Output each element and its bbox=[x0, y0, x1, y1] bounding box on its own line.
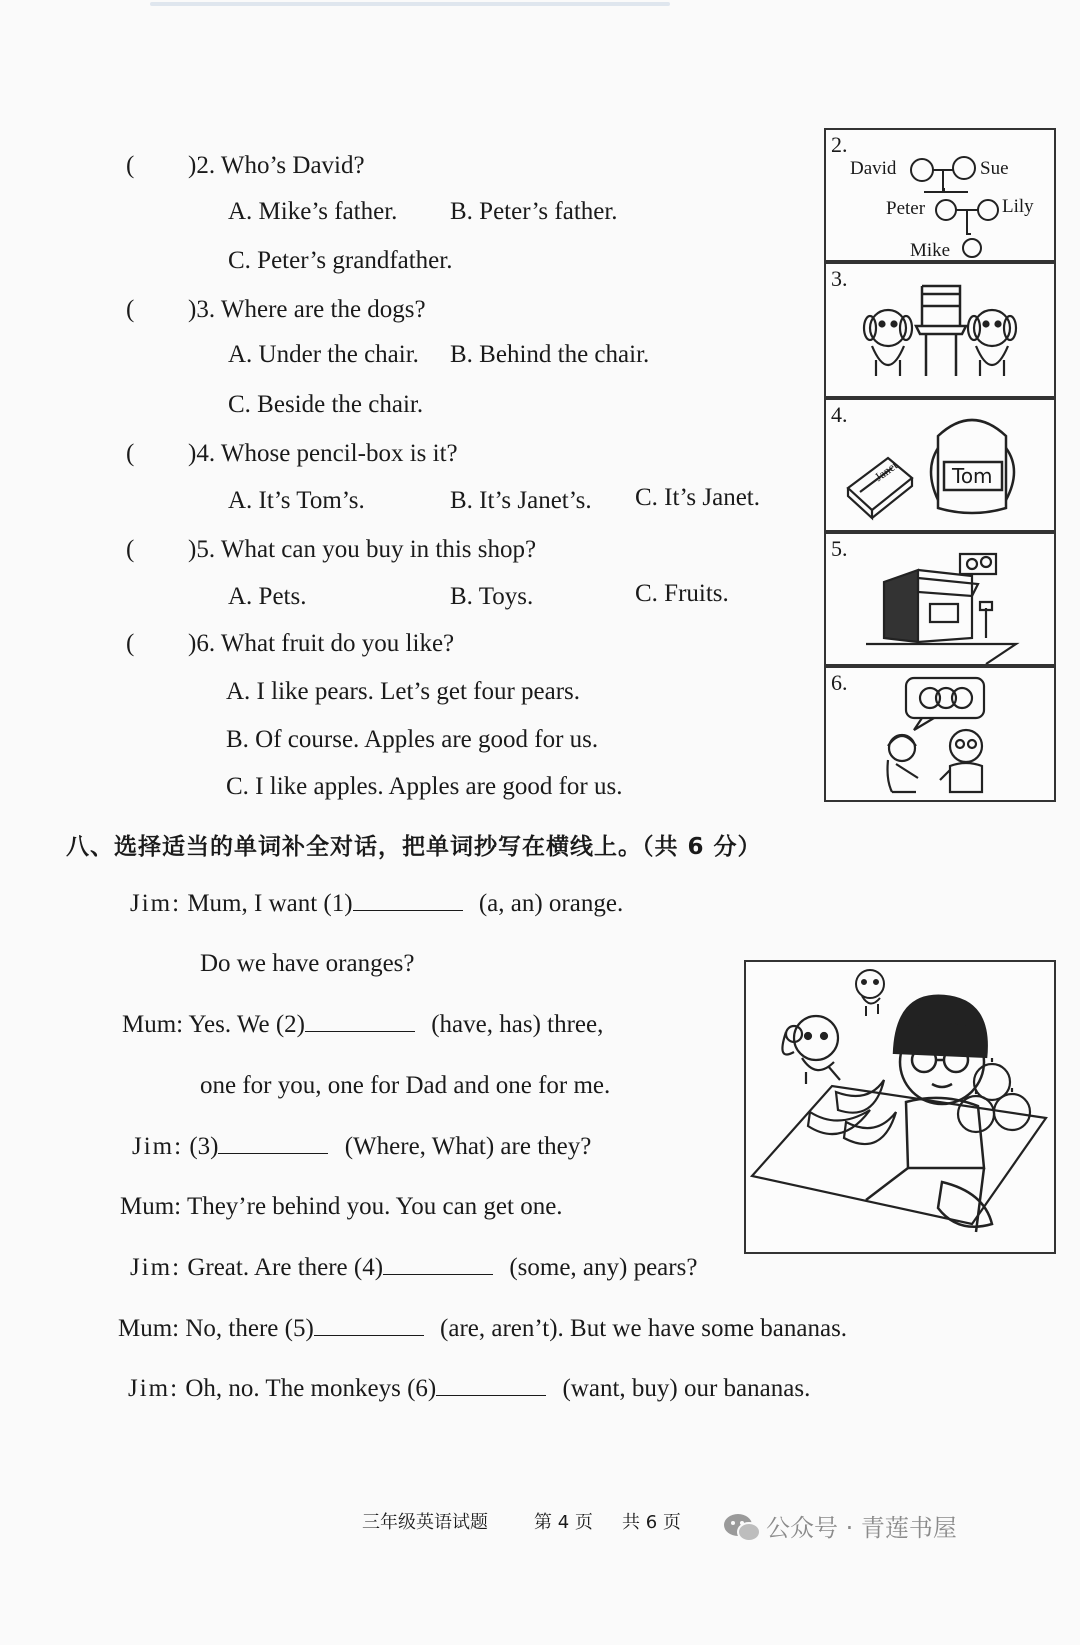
line-text: They’re behind you. You can get one. bbox=[186, 1193, 563, 1220]
panel-family-tree bbox=[824, 128, 1056, 262]
mother-face-icon bbox=[978, 200, 998, 220]
footer-subject: 三年级英语试题 bbox=[362, 1512, 488, 1533]
pet-shop-icon bbox=[866, 554, 1016, 664]
speech-bubble-icon bbox=[906, 678, 984, 730]
answer-bracket[interactable]: ( bbox=[126, 536, 135, 563]
watermark-text: 公众号 · 青莲书屋 bbox=[766, 1514, 957, 1542]
speaker: Mum: bbox=[118, 1315, 180, 1342]
boy-with-glasses-icon bbox=[866, 996, 992, 1232]
panel-shop bbox=[824, 532, 1056, 666]
line-text: Great. Are there (4) bbox=[187, 1254, 384, 1281]
option-a: A. Mike’s father. bbox=[228, 198, 398, 225]
line-text: Oh, no. The monkeys (6) bbox=[185, 1375, 437, 1402]
option-b: B. It’s Janet’s. bbox=[450, 487, 592, 514]
answer-blank-2[interactable] bbox=[305, 1011, 415, 1032]
option-a: A. Pets. bbox=[228, 583, 307, 610]
boy-icon bbox=[940, 730, 982, 792]
label-mike: Mike bbox=[910, 240, 951, 261]
section-8-title: 八、选择适当的单词补全对话，把单词抄写在横线上。（共 6 分） bbox=[66, 834, 762, 860]
option-c: C. Fruits. bbox=[635, 580, 729, 607]
answer-blank-6[interactable] bbox=[436, 1375, 546, 1396]
tree-connector-2 bbox=[956, 210, 978, 234]
label-janet: Janet bbox=[871, 458, 901, 485]
father-face-icon bbox=[936, 200, 956, 220]
question-stem: )6. What fruit do you like? bbox=[188, 630, 455, 657]
option-b: B. Peter’s father. bbox=[450, 198, 618, 225]
dialogue-line-8 bbox=[118, 1315, 847, 1343]
panel-fruit-talk bbox=[824, 666, 1056, 802]
speaker: Jim: bbox=[130, 890, 182, 917]
choice-hint: (have, has) three, bbox=[431, 1011, 604, 1038]
question-stem: )2. Who’s David? bbox=[188, 152, 365, 179]
fruit-talk-drawing bbox=[826, 668, 1054, 800]
picnic-illustration bbox=[744, 960, 1056, 1254]
picnic-cloth bbox=[752, 1086, 1046, 1224]
answer-blank-1[interactable] bbox=[353, 890, 463, 911]
question-stem: )5. What can you buy in this shop? bbox=[188, 536, 537, 563]
answer-blank-5[interactable] bbox=[314, 1315, 424, 1336]
dialogue-line-3 bbox=[122, 1011, 603, 1039]
speaker: Jim: bbox=[128, 1375, 180, 1402]
dialogue-line-7 bbox=[130, 1254, 697, 1282]
option-a: A. It’s Tom’s. bbox=[228, 487, 365, 514]
option-b: B. Behind the chair. bbox=[450, 341, 650, 368]
line-text: (3) bbox=[189, 1133, 219, 1160]
speaker: Mum: bbox=[120, 1193, 182, 1220]
panel-number: 2. bbox=[831, 132, 848, 157]
label-sue: Sue bbox=[980, 158, 1009, 179]
dialogue-line-5 bbox=[132, 1133, 591, 1161]
choice-hint: (some, any) pears? bbox=[509, 1254, 698, 1281]
grandma-face-icon bbox=[953, 157, 975, 179]
line-text: Yes. We (2) bbox=[188, 1011, 305, 1038]
footer-page: 第 4 页 bbox=[534, 1512, 593, 1533]
option-c: C. Peter’s grandfather. bbox=[228, 247, 453, 274]
wechat-icon bbox=[722, 1510, 762, 1549]
choice-hint: (Where, What) are they? bbox=[344, 1133, 592, 1160]
dialogue-line-9 bbox=[128, 1375, 810, 1403]
answer-bracket[interactable]: ( bbox=[126, 152, 135, 179]
panel-dogs-chair bbox=[824, 262, 1056, 398]
panel-pencilbox-bag bbox=[824, 398, 1056, 532]
choice-hint: (are, aren’t). But we have some bananas. bbox=[440, 1315, 848, 1342]
answer-bracket[interactable]: ( bbox=[126, 296, 135, 323]
shop-drawing bbox=[826, 534, 1054, 664]
dogs-chair-drawing bbox=[826, 264, 1054, 396]
panel-number: 5. bbox=[831, 536, 848, 561]
boy-face-icon bbox=[963, 239, 981, 257]
panel-number: 3. bbox=[831, 266, 848, 291]
option-b: B. Of course. Apples are good for us. bbox=[226, 726, 599, 753]
line-text: Mum, I want (1) bbox=[187, 890, 353, 917]
label-david: David bbox=[850, 158, 897, 179]
dialogue-line-2: Do we have oranges? bbox=[200, 950, 415, 977]
label-lily: Lily bbox=[1002, 196, 1034, 217]
answer-blank-4[interactable] bbox=[383, 1254, 493, 1275]
speaker: Jim: bbox=[132, 1133, 184, 1160]
speaker: Mum: bbox=[122, 1011, 184, 1038]
scan-top-edge bbox=[150, 2, 670, 6]
label-peter: Peter bbox=[886, 198, 926, 219]
question-stem: )3. Where are the dogs? bbox=[188, 296, 426, 323]
dog-left-icon bbox=[864, 310, 912, 376]
girl-icon bbox=[888, 735, 919, 792]
line-text: No, there (5) bbox=[185, 1315, 314, 1342]
option-c: C. Beside the chair. bbox=[228, 391, 424, 418]
option-c: C. It’s Janet. bbox=[635, 484, 760, 511]
label-tom: Tom bbox=[952, 464, 993, 488]
answer-bracket[interactable]: ( bbox=[126, 630, 135, 657]
dialogue-line-6 bbox=[120, 1193, 563, 1221]
option-c: C. I like apples. Apples are good for us. bbox=[226, 773, 623, 800]
choice-hint: (want, buy) our bananas. bbox=[562, 1375, 811, 1402]
option-b: B. Toys. bbox=[450, 583, 534, 610]
dog-right-icon bbox=[968, 310, 1016, 376]
answer-bracket[interactable]: ( bbox=[126, 440, 135, 467]
option-a: A. I like pears. Let’s get four pears. bbox=[226, 678, 581, 705]
option-a: A. Under the chair. bbox=[228, 341, 419, 368]
picnic-drawing bbox=[746, 962, 1054, 1252]
footer-total: 共 6 页 bbox=[622, 1512, 681, 1533]
speaker: Jim: bbox=[130, 1254, 182, 1281]
monkey-small-icon bbox=[856, 970, 884, 1016]
tree-connector bbox=[924, 170, 968, 192]
chair-icon bbox=[916, 286, 966, 376]
answer-blank-3[interactable] bbox=[218, 1133, 328, 1154]
panel-number: 6. bbox=[831, 670, 848, 695]
question-stem: )4. Whose pencil-box is it? bbox=[188, 440, 458, 467]
choice-hint: (a, an) orange. bbox=[478, 890, 624, 917]
grandpa-face-icon bbox=[911, 159, 933, 181]
pencilbox-bag-drawing bbox=[826, 400, 1054, 530]
monkey-icon bbox=[782, 1016, 840, 1084]
dialogue-line-1 bbox=[130, 890, 623, 918]
dialogue-line-4: one for you, one for Dad and one for me. bbox=[200, 1072, 611, 1099]
panel-number: 4. bbox=[831, 402, 848, 427]
